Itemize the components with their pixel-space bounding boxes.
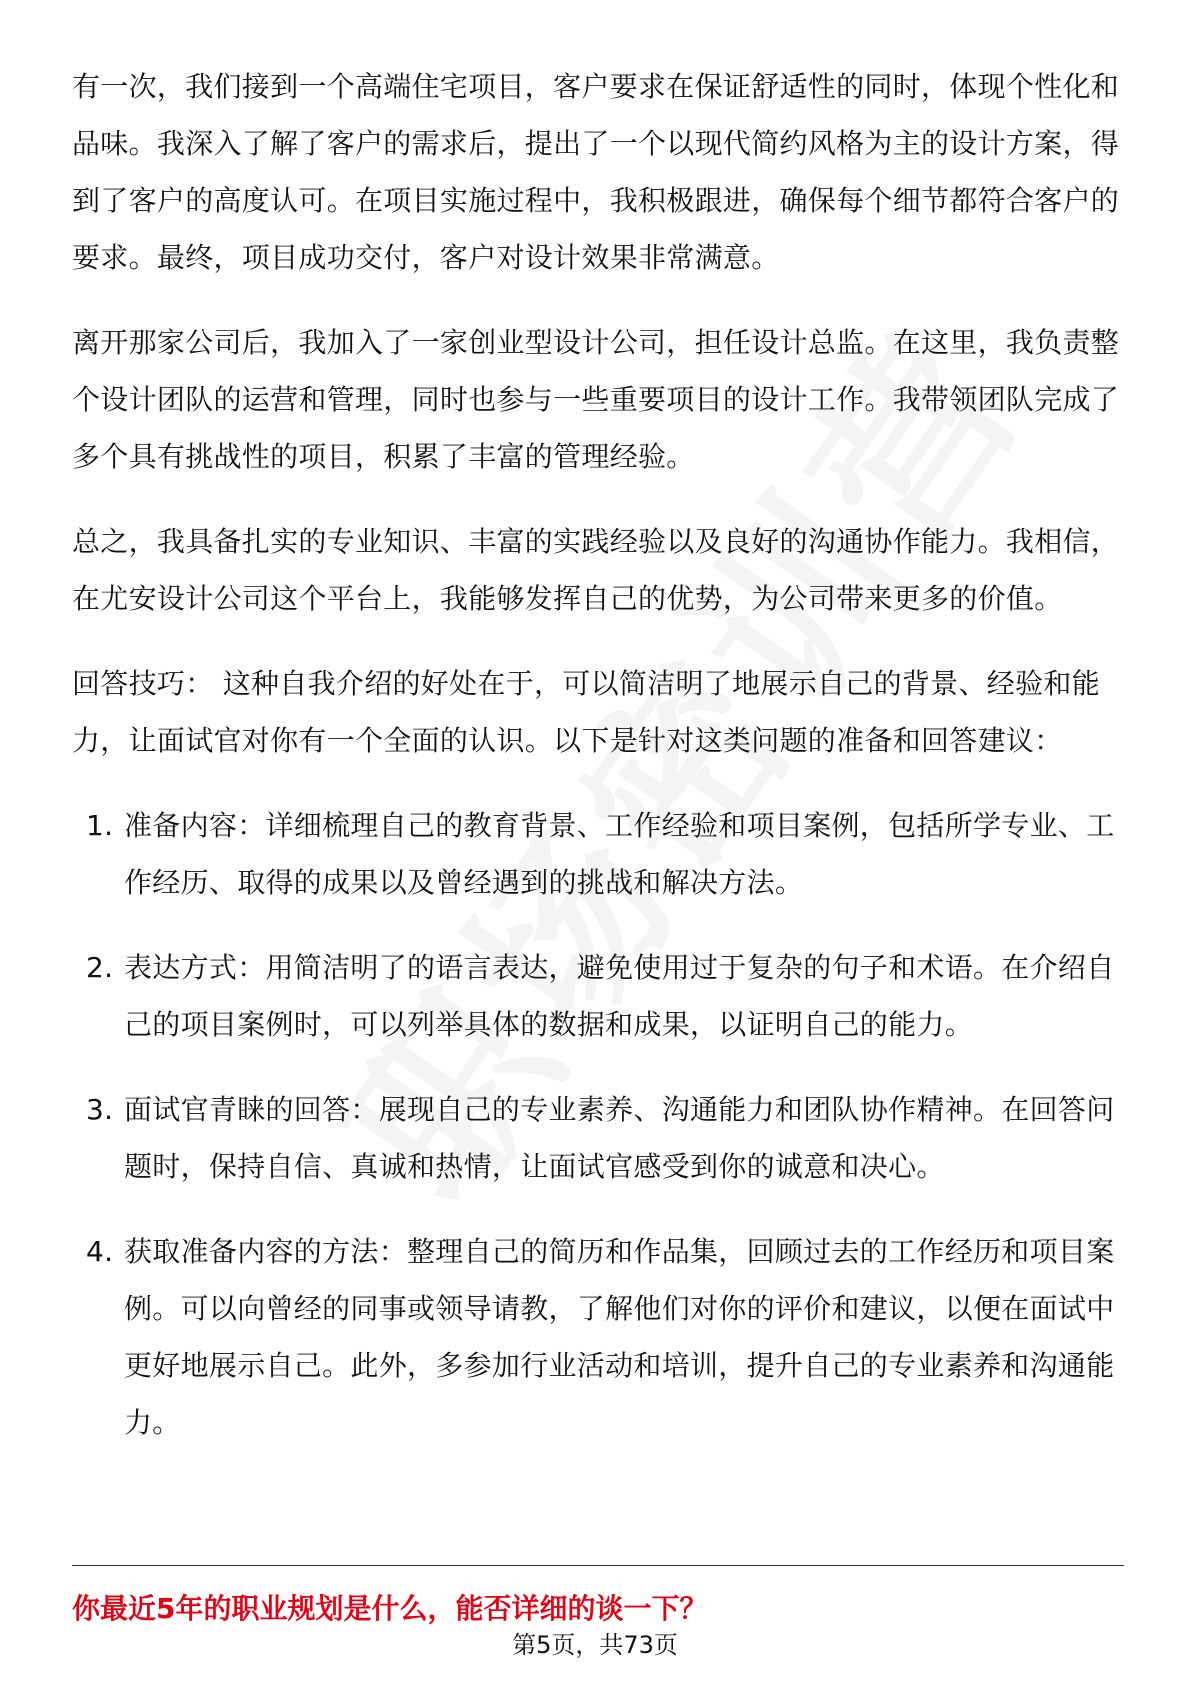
section-divider [72, 1565, 1124, 1566]
tips-list [72, 797, 1124, 1451]
list-item-text: 表达方式：用简洁明了的语言表达，避免使用过于复杂的句子和术语。在介绍自己的项目案例时，可以列举具体的数据和成果，以证明自己的能力。 [124, 951, 1115, 1041]
list-item [72, 1223, 1124, 1451]
list-item [72, 939, 1124, 1053]
next-question-heading: 你最近5年的职业规划是什么，能否详细的谈一下？ [72, 1592, 708, 1625]
list-item-number: 4. [86, 1235, 114, 1268]
document-body [72, 58, 1124, 1479]
list-item-number: 1. [86, 809, 114, 842]
list-item [72, 797, 1124, 911]
list-item-number: 3. [86, 1093, 114, 1126]
list-item-text: 面试官青睐的回答：展现自己的专业素养、沟通能力和团队协作精神。在回答问题时，保持自信、真诚和热情，让面试官感受到你的诚意和决心。 [124, 1093, 1115, 1183]
paragraph-answer-tips: 回答技巧： 这种自我介绍的好处在于，可以简洁明了地展示自己的背景、经验和能力，让面试官对你有一个全面的认识。以下是针对这类问题的准备和回答建议： [72, 667, 1101, 757]
paragraph-summary: 总之，我具备扎实的专业知识、丰富的实践经验以及良好的沟通协作能力。我相信，在尤安设计公司这个平台上，我能够发挥自己的优势，为公司带来更多的价值。 [72, 525, 1120, 615]
paragraph-project-example: 有一次，我们接到一个高端住宅项目，客户要求在保证舒适性的同时，体现个性化和品味。我深入了解了客户的需求后，提出了一个以现代简约风格为主的设计方案，得到了客户的高度认可。在项目实施过程中，我积极跟进，确保每个细节都符合客户的要求。最终，项目成功交付，客户对设计效果非常满意。 [72, 70, 1120, 274]
page-number: 第5页，共73页 [512, 1631, 678, 1659]
list-item-text: 准备内容：详细梳理自己的教育背景、工作经验和项目案例，包括所学专业、工作经历、取得的成果以及曾经遇到的挑战和解决方法。 [124, 809, 1115, 899]
list-item [72, 1081, 1124, 1195]
list-item-text: 获取准备内容的方法：整理自己的简历和作品集，回顾过去的工作经历和项目案例。可以向曾经的同事或领导请教，了解他们对你的评价和建议，以便在面试中更好地展示自己。此外，多参加行业活动和培训，提升自己的专业素养和沟通能力。 [124, 1235, 1115, 1439]
paragraph-startup-experience: 离开那家公司后，我加入了一家创业型设计公司，担任设计总监。在这里，我负责整个设计团队的运营和管理，同时也参与一些重要项目的设计工作。我带领团队完成了多个具有挑战性的项目，积累了丰富的管理经验。 [72, 326, 1120, 473]
list-item-number: 2. [86, 951, 114, 984]
